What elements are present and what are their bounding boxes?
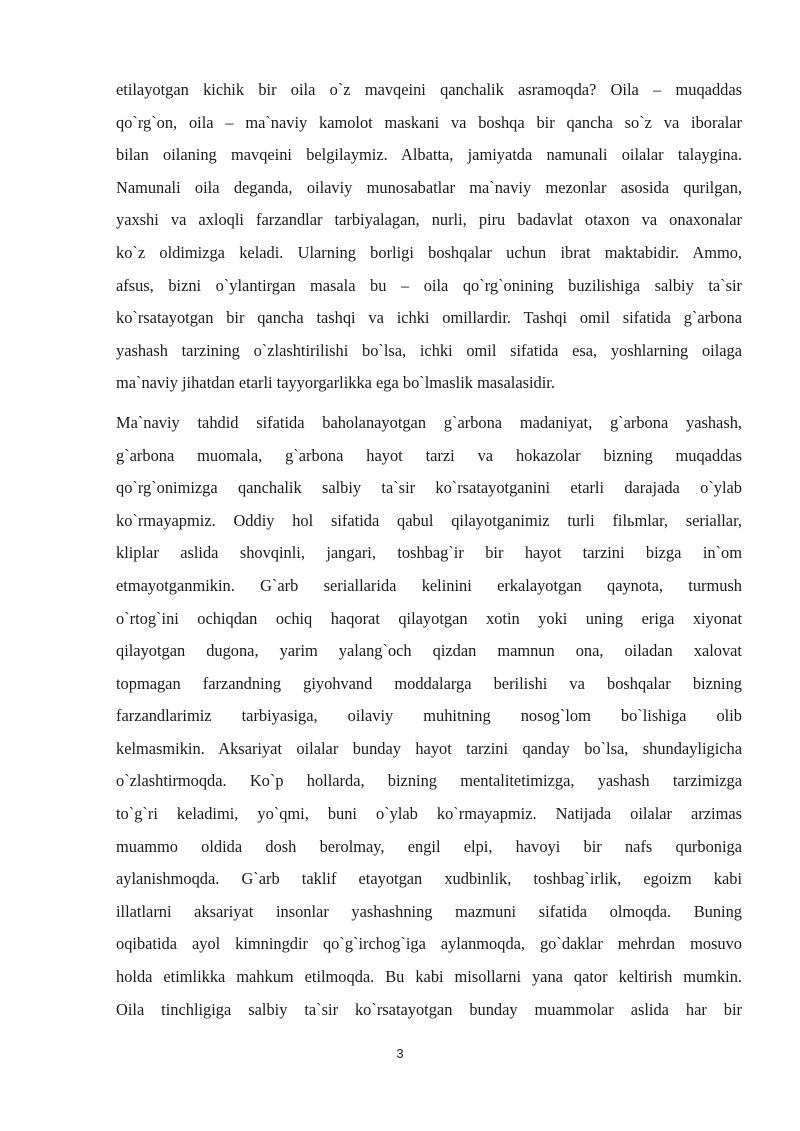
text-line: etilayotgan kichik bir oila o`z mavqeini qanchalik asramoqda? Oila – muqaddas (116, 80, 742, 99)
text-line: topmagan farzandning giyohvand moddalarga berilishi va boshqalar bizning (116, 673, 742, 693)
text-line: yaxshi va axloqli farzandlar tarbiyalagan, nurli, piru badavlat otaxon va onaxonalar (116, 210, 742, 230)
text-line: Namunali oila deganda, oilaviy munosabatlar ma`naviy mezonlar asosida qurilgan, (116, 177, 742, 197)
text-line: o`zlashtirmoqda. Ko`p hollarda, bizning mentalitetimizga, yashash tarzimizga (116, 771, 742, 791)
text-line: to`g`ri keladimi, yo`qmi, buni o`ylab ko`rmayapmiz. Natijada oilalar arzimas (116, 804, 742, 824)
text-line: qilayotgan dugona, yarim yalang`och qizdan mamnun ona, oiladan xalovat (116, 641, 742, 661)
text-line: g`arbona muomala, g`arbona hayot tarzi va hokazolar bizning muqaddas (116, 445, 742, 465)
text-line: Oila tinchligiga salbiy ta`sir ko`rsatayotgan bunday muammolar aslida har bir (116, 999, 742, 1019)
text-line: holda etimlikka mahkum etilmoqda. Bu kabi misollarni yana qator keltirish mumkin. (116, 967, 742, 987)
text-line: etmayotganmikin. G`arb seriallarida kelinini erkalayotgan qaynota, turmush (116, 575, 742, 595)
text-line: o`rtog`ini ochiqdan ochiq haqorat qilayotgan xotin yoki uning eriga xiyonat (116, 608, 742, 628)
text-line: kelmasmikin. Aksariyat oilalar bunday hayot tarzini qanday bo`lsa, shundayligicha (116, 738, 742, 758)
body-text (116, 74, 742, 1026)
text-line: ko`rsatayotgan bir qancha tashqi va ichki omillardir. Tashqi omil sifatida g`arbona (116, 308, 742, 328)
paragraph-1 (116, 74, 742, 400)
text-line: farzandlarimiz tarbiyasiga, oilaviy muhitning nosog`lom bo`lishiga olib (116, 706, 742, 726)
text-line: illatlarni aksariyat insonlar yashashning mazmuni sifatida olmoqda. Buning (116, 901, 742, 921)
text-line: yashash tarzining o`zlashtirilishi bo`lsa, ichki omil sifatida esa, yoshlarning oilaga (116, 340, 742, 360)
page-number: 3 (396, 1046, 404, 1061)
text-line: Ma`naviy tahdid sifatida baholanayotgan g`arbona madaniyat, g`arbona yashash, (116, 412, 742, 432)
paragraph-spacer (116, 400, 742, 407)
text-line: kliplar aslida shovqinli, jangari, toshbag`ir bir hayot tarzini bizga in`om (116, 543, 742, 563)
text-line: ko`z oldimizga keladi. Ularning borligi boshqalar uchun ibrat maktabidir. Ammo, (116, 242, 742, 262)
text-line: ko`rmayapmiz. Oddiy hol sifatida qabul qilayotganimiz turli filьmlar, seriallar, (116, 510, 742, 530)
text-line: aylanishmoqda. G`arb taklif etayotgan xudbinlik, toshbag`irlik, egoizm kabi (116, 869, 742, 889)
text-line: oqibatida ayol kimningdir qo`g`irchog`iga aylanmoqda, go`daklar mehrdan mosuvo (116, 934, 742, 954)
text-line: afsus, bizni o`ylantirgan masala bu – oila qo`rg`onining buzilishiga salbiy ta`sir (116, 275, 742, 295)
text-line: ma`naviy jihatdan etarli tayyorgarlikka ega bo`lmaslik masalasidir. (116, 373, 555, 393)
text-line: qo`rg`onimizga qanchalik salbiy ta`sir ko`rsatayotganini etarli darajada o`ylab (116, 478, 742, 498)
text-line: muammo oldida dosh berolmay, engil elpi, havoyi bir nafs qurboniga (116, 836, 742, 856)
text-line: qo`rg`on, oila – ma`naviy kamolot maskani va boshqa bir qancha so`z va iboralar (116, 112, 742, 132)
text-line: bilan oilaning mavqeini belgilaymiz. Albatta, jamiyatda namunali oilalar talaygina. (116, 145, 742, 165)
paragraph-2 (116, 407, 742, 1026)
